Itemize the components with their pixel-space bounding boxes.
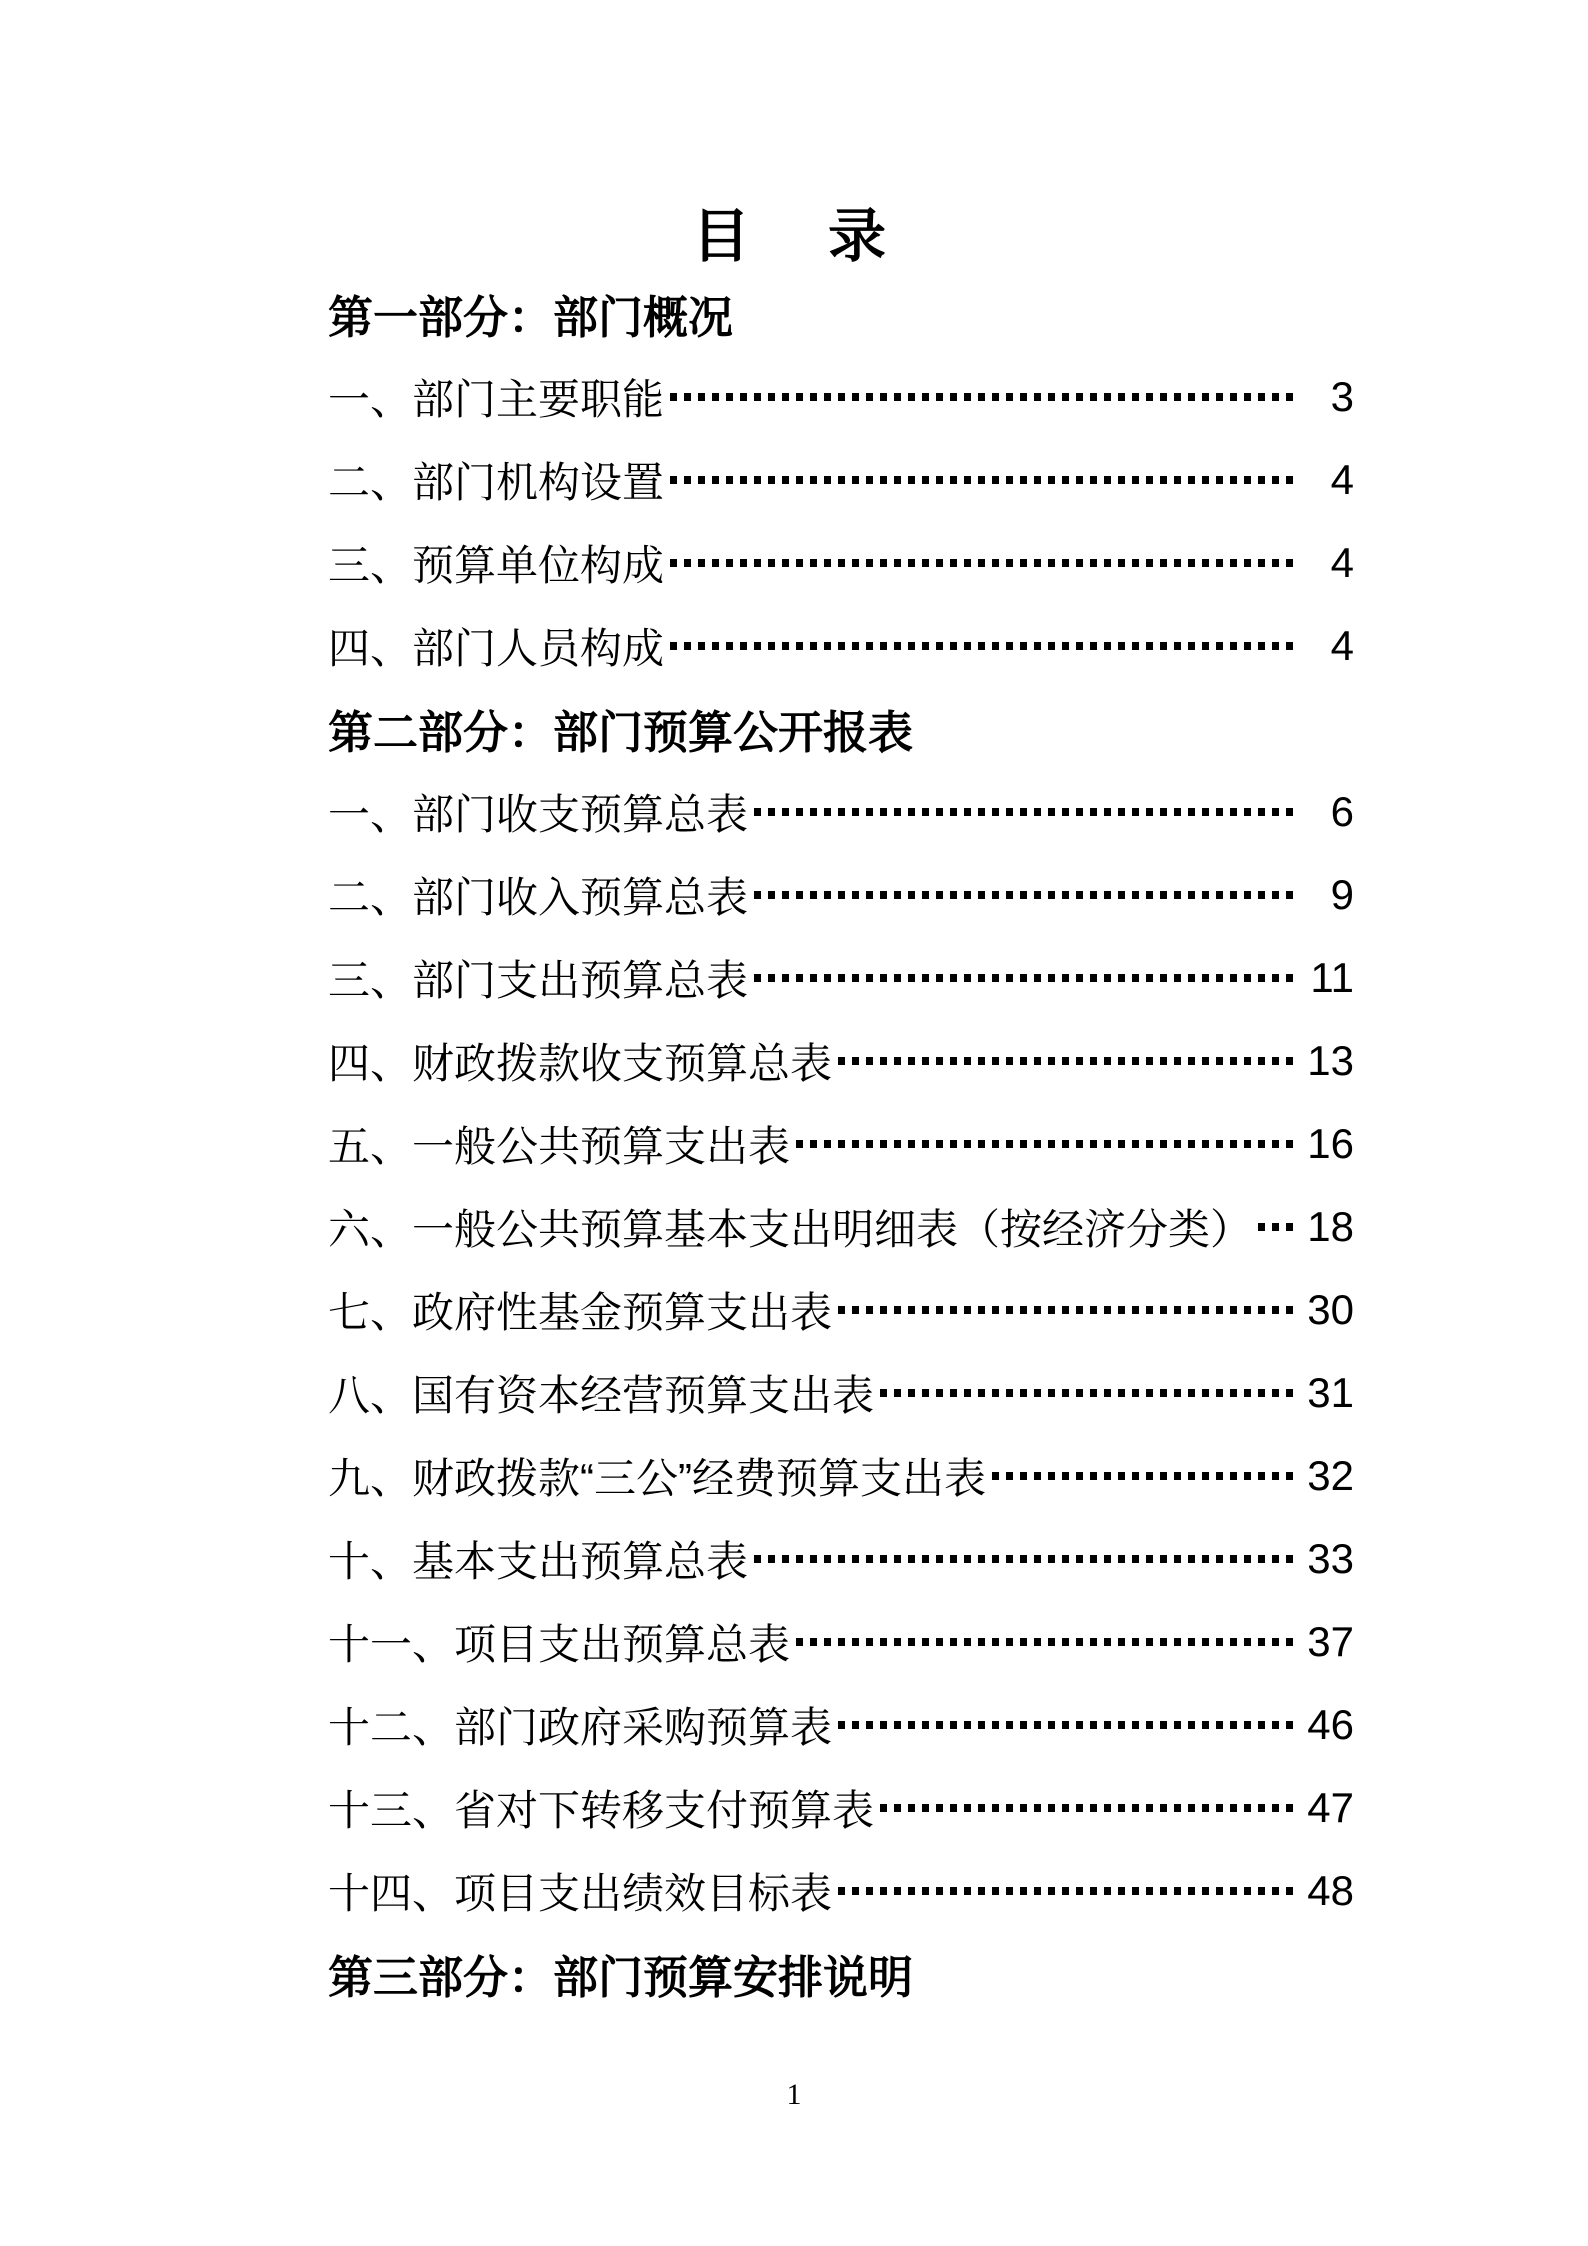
toc-entry-label: 二、部门收入预算总表	[328, 873, 749, 921]
section-heading: 第三部分：部门预算安排说明	[328, 1952, 914, 2003]
toc-entry-label: 十、基本支出预算总表	[328, 1537, 749, 1585]
section-heading: 第二部分：部门预算公开报表	[328, 707, 914, 758]
toc-leader-dots	[796, 1638, 1300, 1646]
toc-entry-label: 一、部门主要职能	[328, 375, 665, 423]
toc-leader-dots	[754, 891, 1300, 899]
toc-leader-dots	[838, 1887, 1300, 1895]
toc-leader-dots	[838, 1721, 1300, 1729]
toc-entry-page-number: 13	[1307, 1036, 1354, 1084]
toc-entry	[328, 1766, 1354, 1849]
toc-entry	[328, 1102, 1354, 1185]
toc-entry-label: 九、财政拨款“三公”经费预算支出表	[328, 1454, 986, 1502]
toc-leader-dots	[754, 974, 1300, 982]
toc-entry-label: 三、预算单位构成	[328, 541, 665, 589]
toc-entry-page-number: 11	[1310, 953, 1354, 1001]
toc-entry-page-number: 37	[1307, 1617, 1354, 1665]
toc-entry-page-number: 47	[1307, 1783, 1354, 1831]
toc-list	[328, 272, 1354, 2015]
toc-leader-dots	[796, 1140, 1300, 1148]
toc-entry-label: 四、部门人员构成	[328, 624, 665, 672]
toc-leader-dots	[670, 476, 1300, 484]
toc-entry	[328, 1019, 1354, 1102]
toc-entry	[328, 853, 1354, 936]
toc-entry	[328, 1600, 1354, 1683]
toc-leader-dots	[838, 1306, 1300, 1314]
section-heading: 第一部分：部门概况	[328, 292, 734, 343]
toc-entry	[328, 770, 1354, 853]
toc-entry-page-number: 33	[1307, 1534, 1354, 1582]
toc-entry-label: 八、国有资本经营预算支出表	[328, 1371, 875, 1419]
toc-entry-label: 十三、省对下转移支付预算表	[328, 1786, 875, 1834]
toc-entry-page-number: 18	[1307, 1202, 1354, 1250]
toc-entry-label: 十四、项目支出绩效目标表	[328, 1869, 833, 1917]
toc-entry	[328, 1185, 1354, 1268]
toc-entry-page-number: 4	[1330, 538, 1354, 586]
toc-leader-dots	[992, 1472, 1300, 1480]
toc-leader-dots	[838, 1057, 1300, 1065]
toc-entry-label: 十二、部门政府采购预算表	[328, 1703, 833, 1751]
toc-entry	[328, 1849, 1354, 1932]
toc-leader-dots	[670, 642, 1300, 650]
toc-leader-dots	[880, 1804, 1300, 1812]
toc-entry	[328, 438, 1354, 521]
toc-entry	[328, 1683, 1354, 1766]
toc-entry-page-number: 30	[1307, 1285, 1354, 1333]
toc-entry	[328, 1268, 1354, 1351]
toc-entry	[328, 521, 1354, 604]
toc-entry-label: 二、部门机构设置	[328, 458, 665, 506]
toc-leader-dots	[1258, 1223, 1300, 1231]
toc-entry-label: 四、财政拨款收支预算总表	[328, 1039, 833, 1087]
toc-entry-page-number: 48	[1307, 1866, 1354, 1914]
toc-leader-dots	[670, 393, 1300, 401]
toc-entry-page-number: 16	[1307, 1119, 1354, 1167]
toc-entry	[328, 1517, 1354, 1600]
toc-leader-dots	[754, 1555, 1300, 1563]
toc-entry	[328, 604, 1354, 687]
toc-entry-page-number: 32	[1307, 1451, 1354, 1499]
toc-entry-label: 六、一般公共预算基本支出明细表（按经济分类）	[328, 1205, 1253, 1253]
toc-entry-page-number: 31	[1307, 1368, 1354, 1416]
toc-entry-label: 三、部门支出预算总表	[328, 956, 749, 1004]
toc-entry-page-number: 6	[1330, 787, 1354, 835]
toc-entry-label: 五、一般公共预算支出表	[328, 1122, 791, 1170]
toc-entry-page-number: 4	[1330, 621, 1354, 669]
toc-entry-page-number: 46	[1307, 1700, 1354, 1748]
toc-leader-dots	[880, 1389, 1300, 1397]
toc-entry-label: 十一、项目支出预算总表	[328, 1620, 791, 1668]
page-title: 目 录	[691, 204, 896, 269]
toc-entry	[328, 936, 1354, 1019]
toc-entry-label: 一、部门收支预算总表	[328, 790, 749, 838]
toc-entry	[328, 355, 1354, 438]
toc-entry-page-number: 3	[1330, 372, 1354, 420]
toc-entry	[328, 1351, 1354, 1434]
footer-page-number: 1	[786, 2078, 802, 2111]
toc-entry-page-number: 9	[1330, 870, 1354, 918]
toc-entry	[328, 1434, 1354, 1517]
toc-leader-dots	[754, 808, 1300, 816]
toc-entry-page-number: 4	[1330, 455, 1354, 503]
toc-leader-dots	[670, 559, 1300, 567]
toc-entry-label: 七、政府性基金预算支出表	[328, 1288, 833, 1336]
